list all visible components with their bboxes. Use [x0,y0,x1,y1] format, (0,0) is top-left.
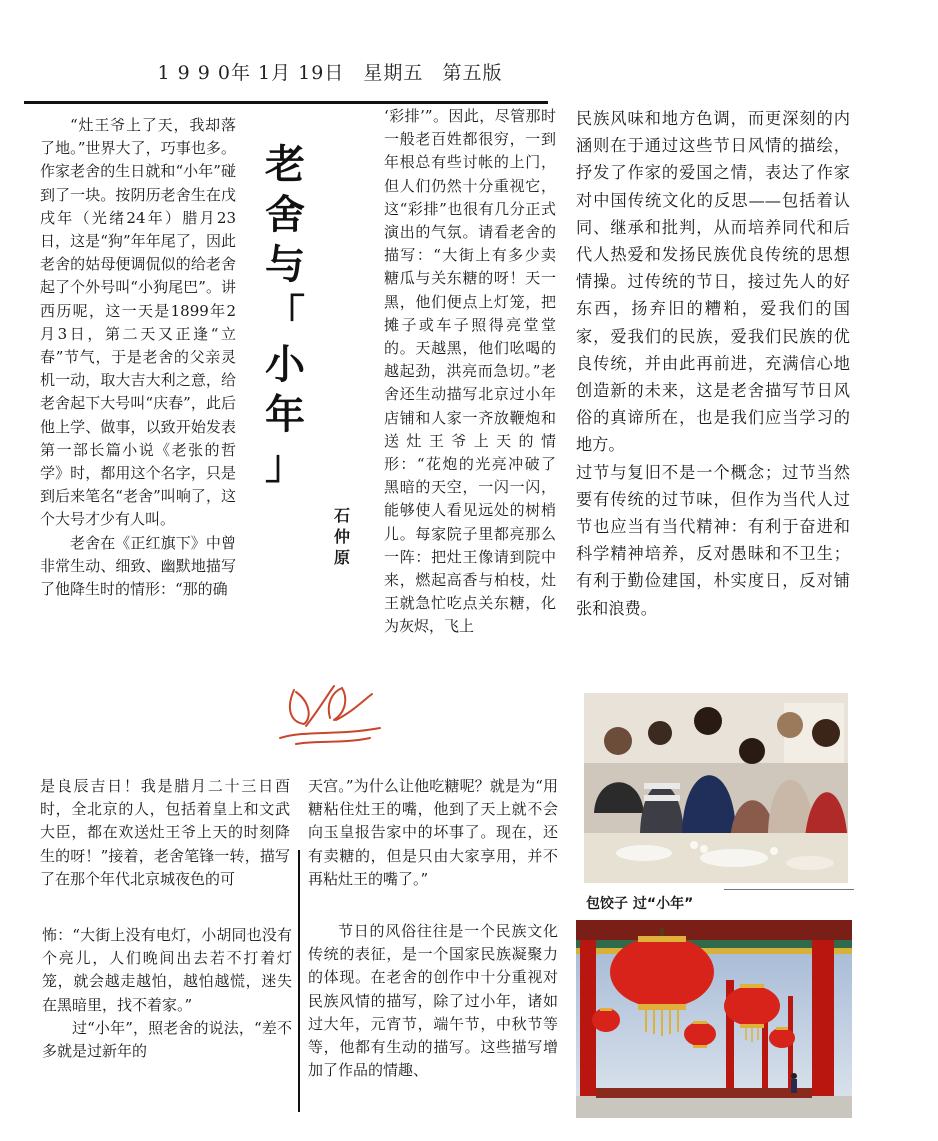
issue-date: 1 9 9 0年 1月 19日 [157,62,345,84]
paragraph-2-continued: 是良辰吉日！我是腊月二十三日酉时，全北京的人，包括着皇上和文武大臣，都在欢送灶王爷上天的时刻降生的呀！”接着，老舍笔锋一转，描写了在那个年代北京城夜色的可 [40,777,290,888]
title-char: 年 [265,391,305,438]
column-divider [298,850,300,1112]
paragraph-6: 节日的风俗往往是一个民族文化传统的表征，是一个国家民族凝聚力的体现。在老舍的创作中十分重视对民族风情的描写，除了过小年，诸如过大年，元宵节，端午节，中秋节等等，他都有生动的描写。这些描写增加了作品的情趣、 [308,922,558,1080]
paragraph-1: “灶王爷上了天，我却落了地。”世界大了，巧事也多。作家老舍的生日就和“小年”碰到了一块。按阴历老舍生在戊戌年（光绪24年）腊月23日，这是“狗”年年尾了，因此老舍的姑母便调侃似的给老舍起了个外号叫“小狗尾巴”。讲西历呢，这一天是1899年2月3日，第二天又正逢“立春”节气，于是老舍的父亲灵机一动，取大吉大利之意，给老舍起下大号叫“庆春”，此后他上学、做事，以致开始发表第一部长篇小说《老张的哲学》时，都用这个名字，只是到后来笔名“老舍”叫响了，这个大号才少有人叫。 [40,116,236,529]
article-column-1 [40,114,236,601]
issue-page: 第五版 [442,62,503,84]
paragraph-2: 老舍在《正红旗下》中曾非常生动、细致、幽默地描写了他降生时的情形：“那的确 [40,533,236,599]
dumpling-photo [584,693,848,883]
article-column-3 [576,105,850,622]
title-char: 小 [265,341,305,388]
lantern-photo [576,920,852,1118]
article-column-1-continued [40,775,290,891]
issue-weekday: 星期五 [363,62,424,84]
author-char: 仲 [333,527,350,546]
title-char: 「 [265,291,305,338]
header-rule [24,101,548,104]
title-char: 与 [265,241,305,288]
paragraph-3: ‘彩排’”。因此，尽管那时一般老百姓都很穷，一到年根总有些讨帐的上门，但人们仍然十分重视它，这“彩排”也很有几分正式演出的气氛。请看老舍的描写：“大街上有多少卖糖瓜与关东糖的呀！天一黑，他们便点上灯笼，把摊子或车子照得亮堂堂的。天越黑，他们吆喝的越起劲，洪亮而急切。”老舍还生动描写北京过小年店铺和人家一齐放鞭炮和送灶王爷上天的情形：“花炮的光亮冲破了黑暗的天空，一闪一闪，能够使人看见远处的树梢儿。每家院子里都亮那么一阵：把灶王像请到院中来，燃起高香与柏枝，灶王就急忙吃点关东糖，化为灰烬，飞上 [384,107,556,636]
decorative-sketch [276,678,386,758]
author-char: 原 [333,548,350,567]
paragraph-8: 过节与复旧不是一个概念；过节当然要有传统的过节味，但作为当代人过节也应当有当代精神：有利于奋进和科学精神培养，反对愚昧和不卫生；有利于勤俭建国，朴实度日，反对铺张和浪费。 [576,462,850,618]
article-column-2-bottom [308,920,558,1082]
caption-rule [724,889,854,890]
author-char: 石 [333,506,350,525]
photo-caption: 包饺子 过“小年” [586,896,694,912]
article-column-2-continued [308,775,558,891]
article-column-1-bottom [42,924,292,1063]
title-char: 舍 [265,191,305,238]
paragraph-4: 怖：“大街上没有电灯，小胡同也没有个亮儿，人们晚间出去若不打着灯笼，就会越走越怕，越怕越慌，迷失在黑暗里，找不着家。” [42,926,292,1014]
title-char: 老 [265,141,305,188]
article-author [330,505,354,568]
title-char: 」 [265,441,305,488]
article-column-2 [384,105,556,639]
paragraph-3-continued: 天宫。”为什么让他吃糖呢？就是为“用糖粘住灶王的嘴，他到了天上就不会向玉皇报告家中的坏事了。现在，还有卖糖的，但是只由大家享用，并不再粘灶王的嘴了。” [308,777,558,888]
paragraph-7: 民族风味和地方色调，而更深刻的内涵则在于通过这些节日风情的描绘，抒发了作家的爱国之情，表达了作家对中国传统文化的反思——包括着认同、继承和批判，从而培养同代和后代人热爱和发扬民族优良传统的思想情操。过传统的节日，接过先人的好东西，扬弃旧的糟粕，爱我们的国家，爱我们的民族，爱我们民族的优良传统，并由此再前进，充满信心地创造新的未来，这是老舍描写节日风俗的真谛所在，也是我们应当学习的地方。 [576,109,850,455]
paragraph-5: 过“小年”，照老舍的说法，“差不多就是过新年的 [42,1018,292,1061]
dateline [0,58,660,85]
article-title [262,140,308,490]
